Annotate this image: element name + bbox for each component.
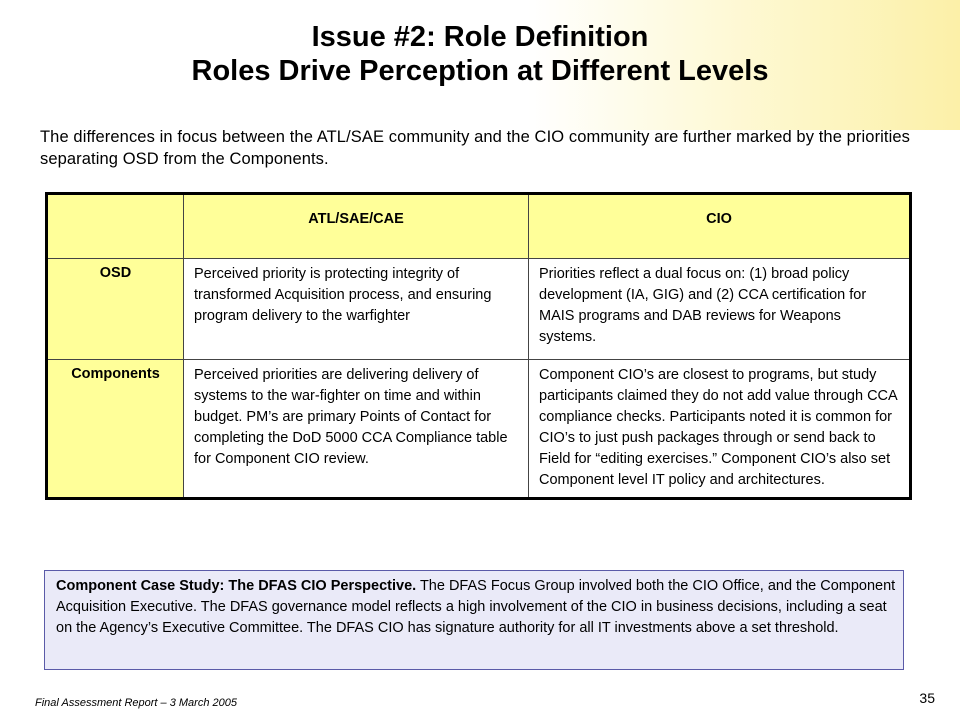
case-study-body: The DFAS Focus Group involved both the CIO Office, and the Component Acquisition Executive. The DFAS governance model reflects a high involvement of the CIO in business decisions, including a seat on the Agency’s Executive Committee. The DFAS CIO has signature authority for all IT investments above a set threshold. bbox=[56, 578, 896, 636]
row-label-components: Components bbox=[47, 360, 184, 499]
intro-paragraph: The differences in focus between the ATL/SAE community and the CIO community are further marked by the priorities separating OSD from the Components. bbox=[40, 128, 911, 168]
header-empty-cell bbox=[47, 194, 184, 259]
header-atl-sae-cae: ATL/SAE/CAE bbox=[184, 194, 529, 259]
table-row-components bbox=[47, 360, 911, 499]
header-cio: CIO bbox=[529, 194, 911, 259]
title-line-1: Issue #2: Role Definition bbox=[311, 21, 649, 53]
footer-report-label: Final Assessment Report – 3 March 2005 bbox=[35, 697, 237, 709]
components-cio-cell: Component CIO’s are closest to programs, but study participants claimed they do not add value through CCA compliance checks. Participants noted it is common for CIO’s to just push packages through or send back to Field for “editing exercises.” Component CIO’s also set Component level IT policy and architectures. bbox=[529, 360, 911, 499]
case-study-box bbox=[44, 570, 904, 670]
page-number: 35 bbox=[919, 690, 935, 706]
osd-cio-cell: Priorities reflect a dual focus on: (1) broad policy development (IA, GIG) and (2) CCA certification for MAIS programs and DAB reviews for Weapons systems. bbox=[529, 259, 911, 360]
osd-atl-cell: Perceived priority is protecting integrity of transformed Acquisition process, and ensuring program delivery to the warfighter bbox=[184, 259, 529, 360]
title-line-2: Roles Drive Perception at Different Levels bbox=[191, 55, 769, 87]
table-header-row bbox=[47, 194, 911, 259]
roles-table bbox=[45, 192, 912, 500]
case-study-heading: Component Case Study: The DFAS CIO Perspective. bbox=[56, 578, 417, 594]
table-row-osd bbox=[47, 259, 911, 360]
components-atl-cell: Perceived priorities are delivering delivery of systems to the war-fighter on time and within budget. PM’s are primary Points of Contact for completing the DoD 5000 CCA Compliance table for Component CIO review. bbox=[184, 360, 529, 499]
row-label-osd: OSD bbox=[47, 259, 184, 360]
slide-title bbox=[0, 20, 960, 88]
